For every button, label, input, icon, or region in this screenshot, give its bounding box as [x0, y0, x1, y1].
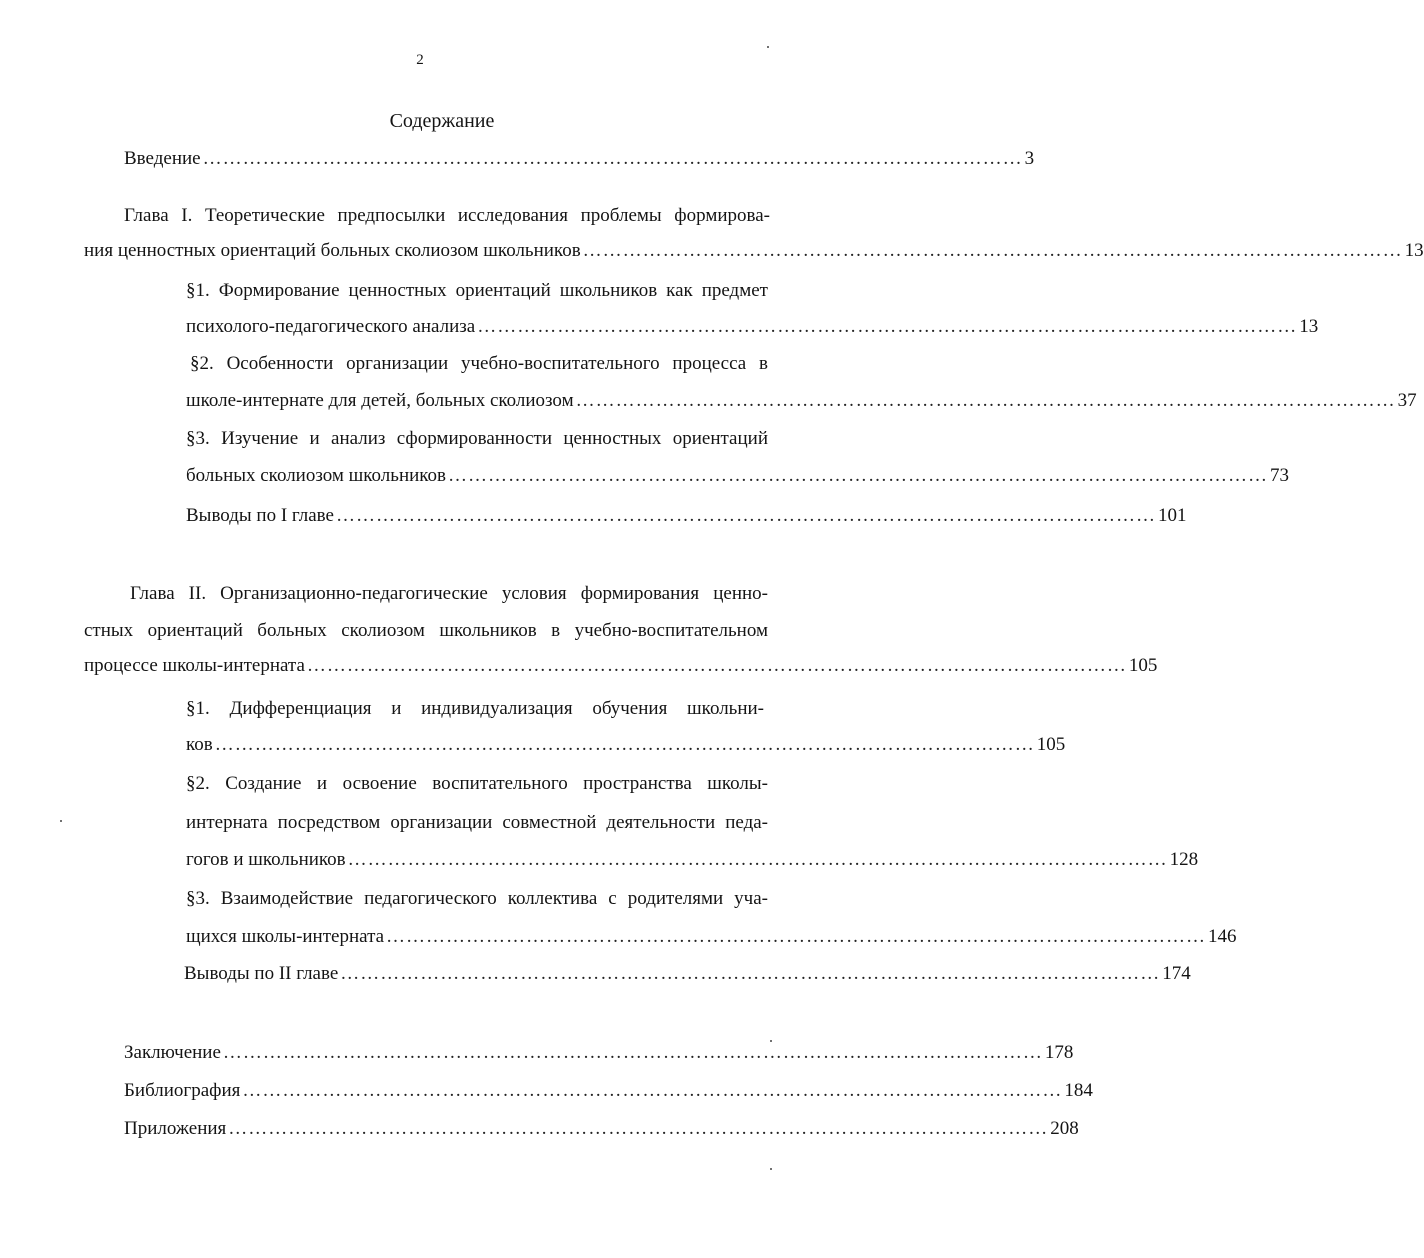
leader-dots: ……………………………………………………………………………………………………………: [222, 1042, 1043, 1063]
toc-entry-chapter1[interactable]: [84, 240, 1424, 264]
toc-entry-label: Выводы по I главе: [186, 505, 334, 526]
toc-entry-label: ков: [186, 734, 213, 755]
chapter1-heading-line1: Глава I. Теоретические предпосылки исследования проблемы формирова-: [124, 205, 770, 226]
toc-entry-appendices[interactable]: [124, 1118, 1079, 1142]
toc-entry-chapter1-conclusions[interactable]: [186, 505, 1187, 529]
toc-entry-page: 208: [1050, 1118, 1079, 1139]
toc-entry-page: 37: [1397, 390, 1417, 411]
chapter1-section2-line1: §2. Особенности организации учебно-воспитательного процесса в: [190, 353, 768, 374]
page-number: 2: [416, 52, 424, 68]
leader-dots: ……………………………………………………………………………………………………………: [575, 390, 1396, 411]
toc-entry-label: Библиография: [124, 1080, 241, 1101]
toc-entry-label: щихся школы-интерната: [186, 926, 385, 947]
leader-dots: ……………………………………………………………………………………………………………: [347, 849, 1168, 870]
page-title: Содержание: [389, 110, 495, 132]
toc-entry-page: 101: [1157, 505, 1187, 526]
leader-dots: ……………………………………………………………………………………………………………: [340, 963, 1161, 984]
leader-dots: ……………………………………………………………………………………………………………: [202, 148, 1023, 169]
toc-entry-chapter2[interactable]: [84, 655, 1158, 679]
toc-entry-label: процессе школы-интерната: [84, 655, 305, 676]
leader-dots: ……………………………………………………………………………………………………………: [306, 655, 1127, 676]
toc-entry-label: ния ценностных ориентаций больных сколиозом школьников: [84, 240, 581, 261]
toc-entry-chapter2-section2[interactable]: [186, 849, 1199, 873]
leader-dots: ……………………………………………………………………………………………………………: [477, 316, 1298, 337]
toc-entry-chapter1-section1[interactable]: [186, 316, 1319, 340]
leader-dots: ……………………………………………………………………………………………………………: [448, 465, 1269, 486]
toc-entry-label: Введение: [124, 148, 201, 169]
toc-entry-chapter2-conclusions[interactable]: [184, 963, 1191, 987]
leader-dots: ……………………………………………………………………………………………………………: [335, 505, 1156, 526]
toc-entry-bibliography[interactable]: [124, 1080, 1093, 1104]
toc-entry-page: 174: [1162, 963, 1191, 984]
chapter2-heading-line1: Глава II. Организационно-педагогические условия формирования ценно-: [130, 583, 768, 604]
toc-entry-page: 13: [1299, 316, 1319, 337]
toc-entry-label: Приложения: [124, 1118, 227, 1139]
chapter2-section2-line1: §2. Создание и освоение воспитательного пространства школы-: [186, 773, 768, 794]
toc-entry-label: Выводы по II главе: [184, 963, 339, 984]
leader-dots: ……………………………………………………………………………………………………………: [582, 240, 1403, 261]
toc-entry-page: 105: [1036, 734, 1066, 755]
scan-speck: [60, 820, 62, 822]
toc-entry-page: 184: [1064, 1080, 1093, 1101]
toc-entry-page: 73: [1270, 465, 1290, 486]
toc-entry-label: Заключение: [124, 1042, 221, 1063]
toc-entry-page: 105: [1128, 655, 1158, 676]
chapter2-section2-line2: интерната посредством организации совместной деятельности педа-: [186, 812, 768, 833]
toc-entry-chapter1-section3[interactable]: [186, 465, 1290, 489]
chapter1-section1-line1: §1. Формирование ценностных ориентаций школьников как предмет: [186, 280, 768, 301]
toc-entry-intro[interactable]: [124, 148, 1035, 172]
leader-dots: ……………………………………………………………………………………………………………: [386, 926, 1207, 947]
toc-entry-page: 146: [1208, 926, 1237, 947]
toc-entry-label: психолого-педагогического анализа: [186, 316, 476, 337]
toc-entry-chapter1-section2[interactable]: [186, 390, 1417, 414]
toc-entry-page: 178: [1044, 1042, 1074, 1063]
scan-speck: [767, 46, 769, 48]
scan-speck: [770, 1040, 772, 1042]
toc-entry-chapter2-section1[interactable]: [186, 734, 1066, 758]
leader-dots: ……………………………………………………………………………………………………………: [242, 1080, 1063, 1101]
toc-entry-label: больных сколиозом школьников: [186, 465, 447, 486]
toc-entry-label: школе-интернате для детей, больных сколиозом: [186, 390, 574, 411]
toc-entry-page: 128: [1169, 849, 1199, 870]
toc-entry-label: гогов и школьников: [186, 849, 346, 870]
chapter2-heading-line2: стных ориентаций больных сколиозом школьников в учебно-воспитательном: [84, 620, 768, 641]
toc-entry-page: 3: [1024, 148, 1035, 169]
toc-entry-conclusion[interactable]: [124, 1042, 1074, 1066]
leader-dots: ……………………………………………………………………………………………………………: [214, 734, 1035, 755]
toc-entry-chapter2-section3[interactable]: [186, 926, 1237, 950]
toc-entry-page: 13: [1404, 240, 1424, 261]
scan-speck: [770, 1168, 772, 1170]
chapter1-section3-line1: §3. Изучение и анализ сформированности ценностных ориентаций: [186, 428, 768, 449]
chapter2-section3-line1: §3. Взаимодействие педагогического коллектива с родителями уча-: [186, 888, 768, 909]
chapter2-section1-line1: §1. Дифференциация и индивидуализация обучения школьни-: [186, 698, 764, 719]
leader-dots: ……………………………………………………………………………………………………………: [228, 1118, 1049, 1139]
